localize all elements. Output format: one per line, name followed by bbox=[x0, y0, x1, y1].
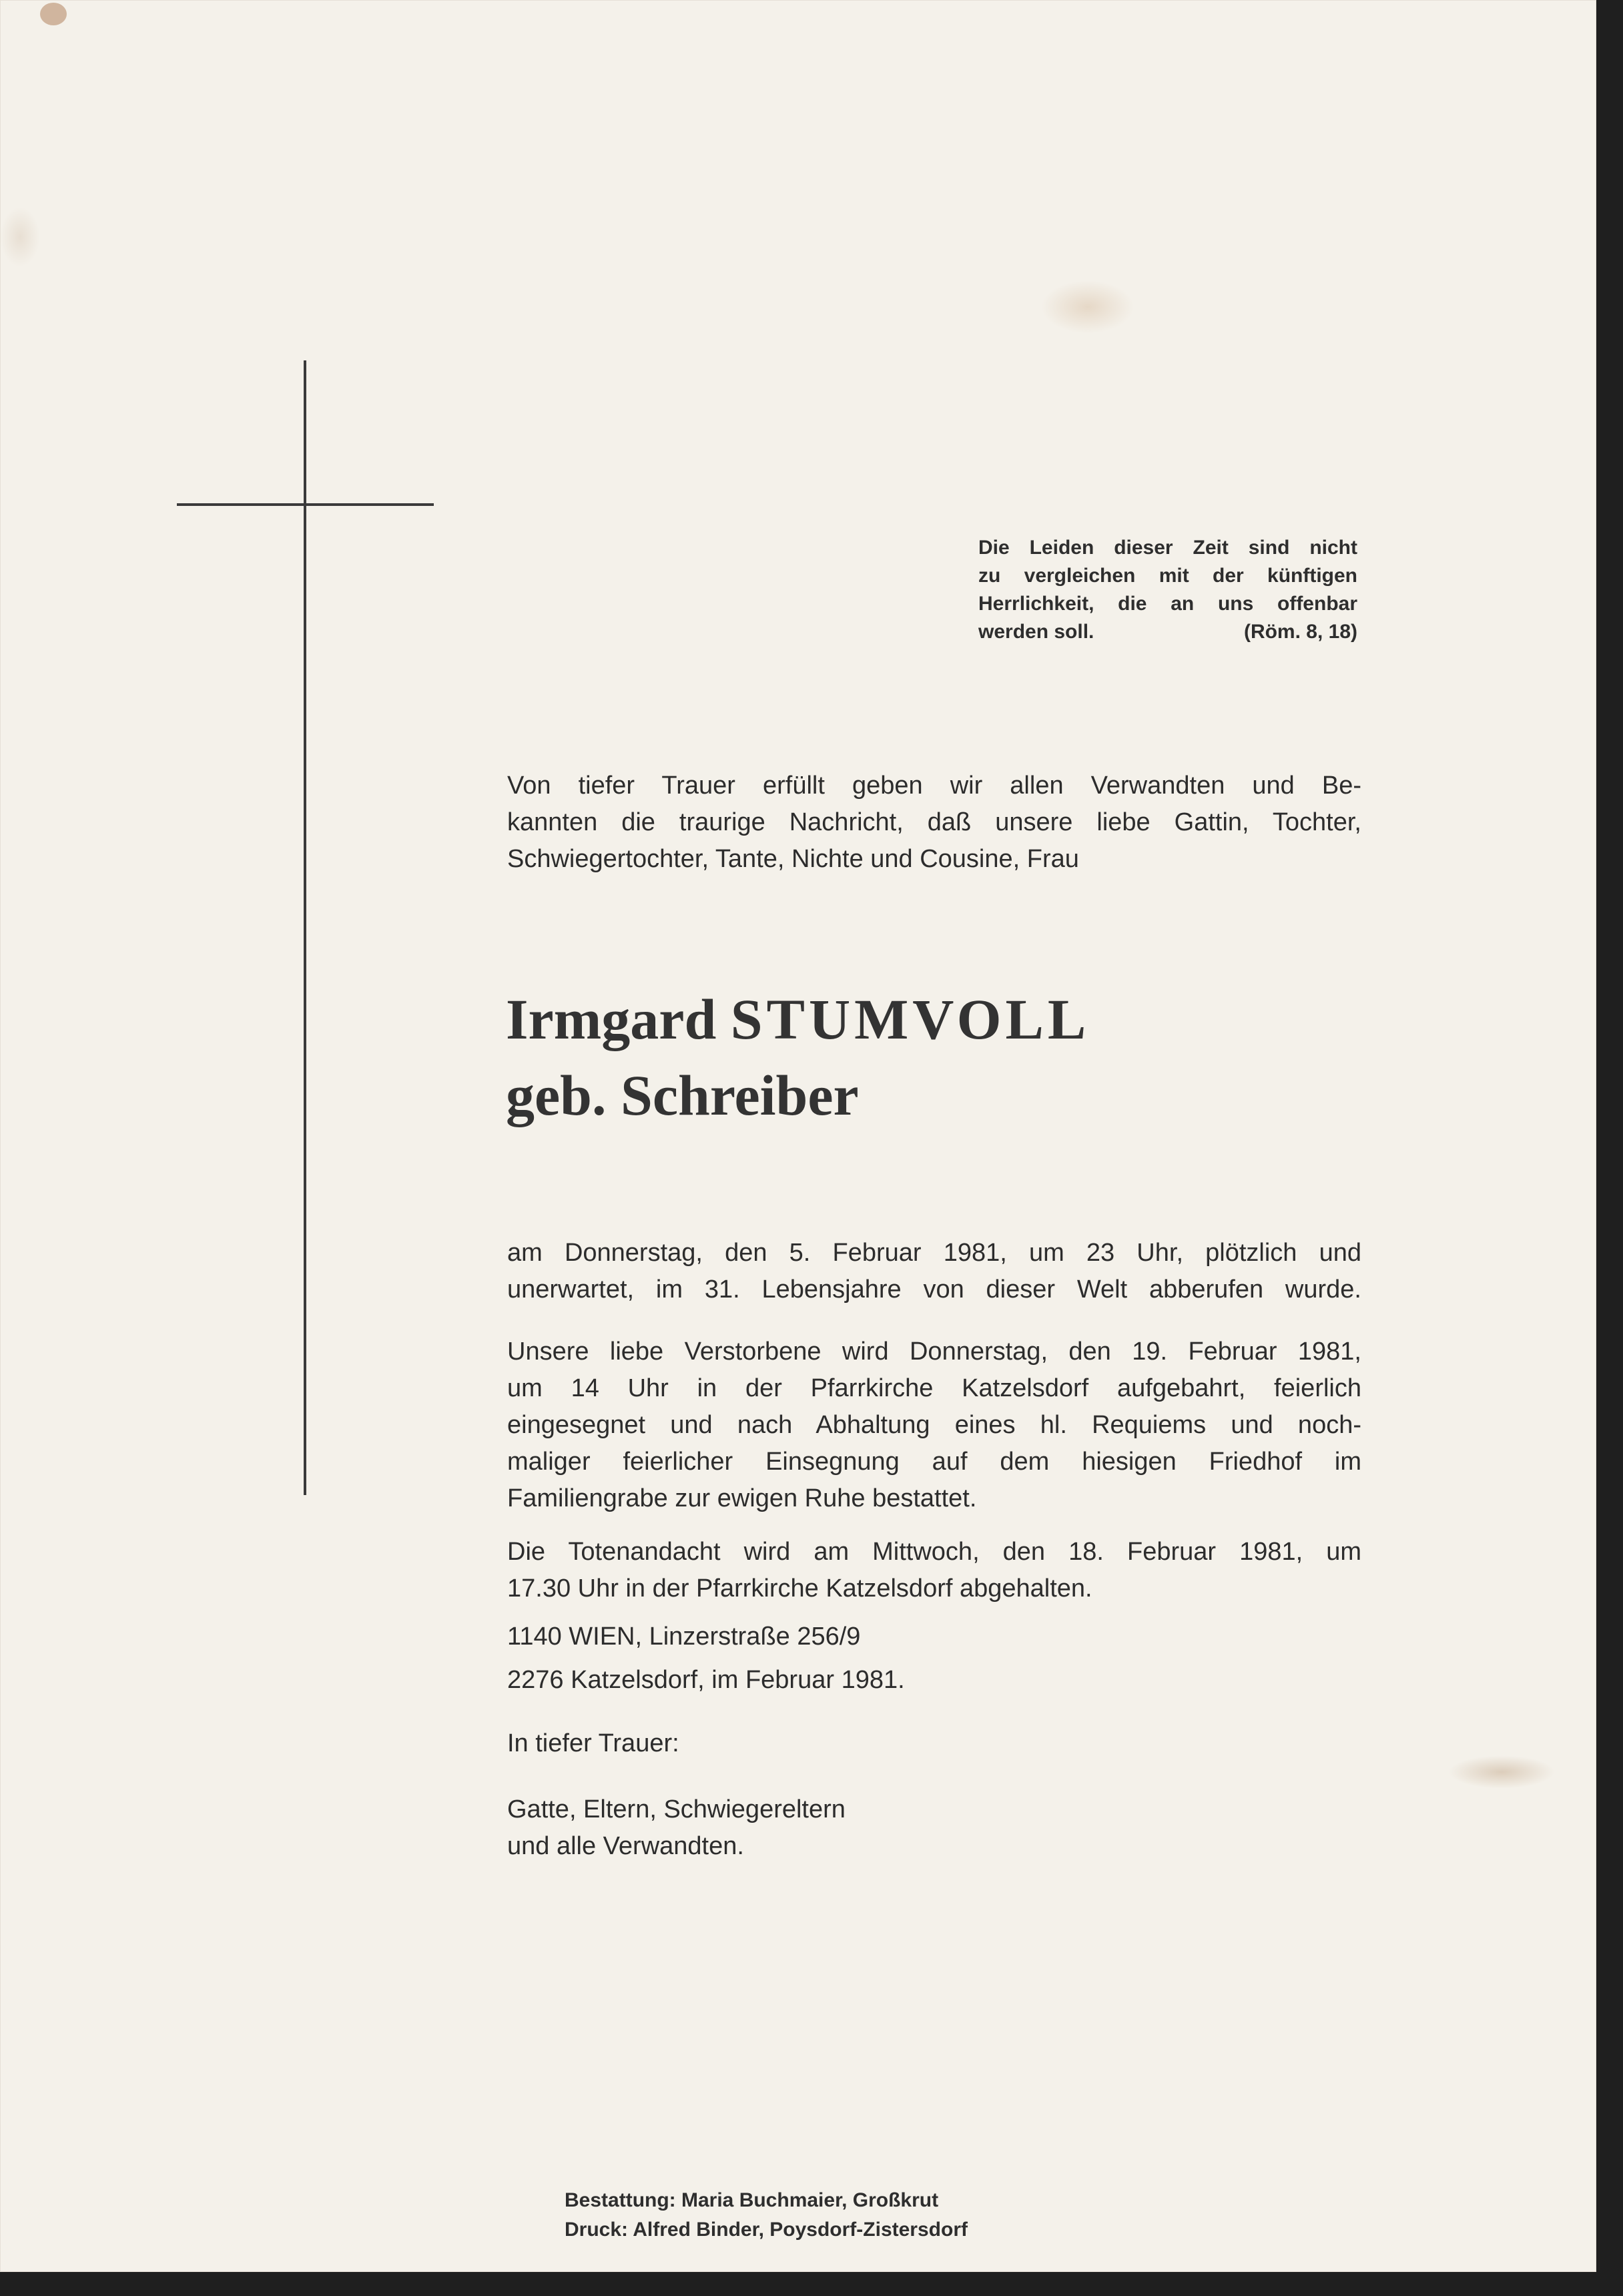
text-line: Schwiegertochter, Tante, Nichte und Cousine, Frau bbox=[507, 845, 1079, 873]
text-line: Die Totenandacht wird am Mittwoch, den 18. Februar 1981, um bbox=[507, 1538, 1361, 1566]
text-line: am Donnerstag, den 5. Februar 1981, um 23 Uhr, plötzlich und bbox=[507, 1239, 1361, 1267]
verse-reference: (Röm. 8, 18) bbox=[1243, 621, 1357, 643]
verse-line: Herrlichkeit, die an uns offenbar bbox=[978, 593, 1357, 615]
text-line: eingesegnet und nach Abhaltung eines hl. Requiems und noch- bbox=[507, 1411, 1361, 1439]
mourners-line: und alle Verwandten. bbox=[507, 1832, 744, 1860]
text-line: Familiengrabe zur ewigen Ruhe bestattet. bbox=[507, 1484, 977, 1512]
stain bbox=[1448, 1755, 1555, 1789]
text-line: kannten die traurige Nachricht, daß unsere liebe Gattin, Tochter, bbox=[507, 808, 1361, 836]
text-line: Von tiefer Trauer erfüllt geben wir allen Verwandten und Be- bbox=[507, 772, 1361, 800]
death-paragraph bbox=[507, 1235, 1361, 1308]
funeral-paragraph bbox=[507, 1334, 1361, 1517]
mourning-heading-text: In tiefer Trauer: bbox=[507, 1729, 679, 1757]
text-line: maliger feierlicher Einsegnung auf dem hiesigen Friedhof im bbox=[507, 1448, 1361, 1476]
surname: STUMVOLL bbox=[730, 987, 1090, 1051]
text-line: unerwartet, im 31. Lebensjahre von dieser Welt abberufen wurde. bbox=[507, 1275, 1361, 1304]
stain bbox=[1041, 280, 1134, 334]
mourners-line: Gatte, Eltern, Schwiegereltern bbox=[507, 1795, 846, 1823]
mourners-block bbox=[507, 1791, 1361, 1865]
text-line: 17.30 Uhr in der Pfarrkirche Katzelsdorf abgehalten. bbox=[507, 1574, 1092, 1603]
place-date-line: 2276 Katzelsdorf, im Februar 1981. bbox=[507, 1666, 905, 1694]
verse-line: werden soll. bbox=[978, 621, 1094, 643]
verse-line: zu vergleichen mit der künftigen bbox=[978, 565, 1357, 587]
printer-line: Druck: Alfred Binder, Poysdorf-Zistersdorf bbox=[565, 2219, 968, 2241]
vigil-paragraph bbox=[507, 1534, 1361, 1607]
address-line: 1140 WIEN, Linzerstraße 256/9 bbox=[507, 1623, 861, 1651]
stain bbox=[40, 3, 67, 25]
cross-icon-vertical bbox=[304, 360, 306, 1495]
deceased-name bbox=[506, 981, 1090, 1133]
imprint-footer bbox=[565, 2186, 968, 2245]
verse-line: Die Leiden dieser Zeit sind nicht bbox=[978, 537, 1357, 559]
text-line: Unsere liebe Verstorbene wird Donnerstag, den 19. Februar 1981, bbox=[507, 1338, 1361, 1366]
stain bbox=[0, 207, 40, 267]
mourning-heading bbox=[507, 1725, 1361, 1762]
bible-verse bbox=[978, 534, 1357, 646]
text-line: um 14 Uhr in der Pfarrkirche Katzelsdorf aufgebahrt, feierlich bbox=[507, 1374, 1361, 1402]
intro-paragraph bbox=[507, 768, 1361, 878]
undertaker-line: Bestattung: Maria Buchmaier, Großkrut bbox=[565, 2189, 939, 2211]
birth-name: geb. Schreiber bbox=[506, 1063, 859, 1127]
address-block bbox=[507, 1619, 1361, 1699]
given-name: Irmgard bbox=[506, 987, 717, 1051]
cross-icon-horizontal bbox=[177, 503, 434, 506]
